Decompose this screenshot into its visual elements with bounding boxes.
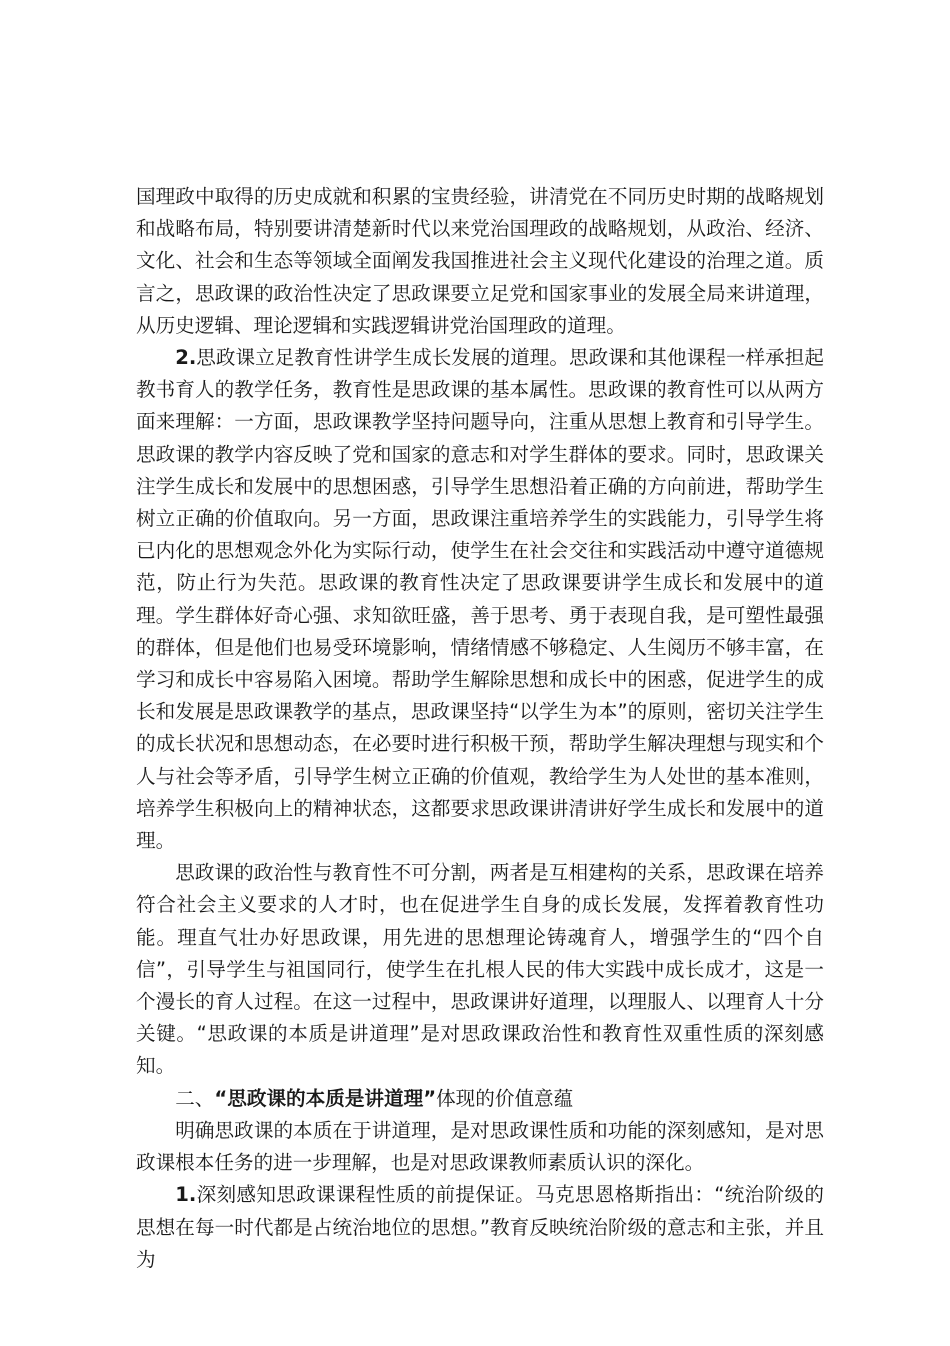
document-body [136,181,824,1276]
paragraph-summary: 思政课的政治性与教育性不可分割，两者是互相建构的关系，思政课在培养符合社会主义要求的人才时，也在促进学生自身的成长发展，发挥着教育性功能。理直气壮办好思政课，用先进的思想理论铸魂育人，增强学生的“四个自信”，引导学生与祖国同行，使学生在扎根人民的伟大实践中成长成才，这是一个漫长的育人过程。在这一过程中，思政课讲好道理，以理服人、以理育人十分关键。“思政课的本质是讲道理”是对思政课政治性和教育性双重性质的深刻感知。 [136,861,824,1078]
paragraph-section-2 [136,342,824,857]
heading-suffix: 体现的价值意蕴 [436,1086,574,1110]
section-number: 2. [175,346,197,370]
section-heading [136,1083,824,1115]
heading-quote: “思政课的本质是讲道理” [214,1086,437,1110]
section-number: 1. [175,1183,197,1207]
paragraph-continuation: 国理政中取得的历史成就和积累的宝贵经验，讲清党在不同历史时期的战略规划和战略布局，特别要讲清楚新时代以来党治国理政的战略规划，从政治、经济、文化、社会和生态等领域全面阐发我国推进社会主义现代化建设的治理之道。质言之，思政课的政治性决定了思政课要立足党和国家事业的发展全局来讲道理，从历史逻辑、理论逻辑和实践逻辑讲党治国理政的道理。 [136,185,824,337]
paragraph-text: 深刻感知思政课课程性质的前提保证。马克思恩格斯指出：“统治阶级的思想在每一时代都是占统治地位的思想。”教育反映统治阶级的意志和主张，并且为 [136,1183,824,1271]
paragraph-text: 思政课立足教育性讲学生成长发展的道理。思政课和其他课程一样承担起教书育人的教学任务，教育性是思政课的基本属性。思政课的教育性可以从两方面来理解：一方面，思政课教学坚持问题导向，注重从思想上教育和引导学生。思政课的教学内容反映了党和国家的意志和对学生群体的要求。同时，思政课关注学生成长和发展中的思想困惑，引导学生思想沿着正确的方向前进，帮助学生树立正确的价值取向。另一方面，思政课注重培养学生的实践能力，引导学生将已内化的思想观念外化为实际行动，使学生在社会交往和实践活动中遵守道德规范，防止行为失范。思政课的教育性决定了思政课要讲学生成长和发展中的道理。学生群体好奇心强、求知欲旺盛，善于思考、勇于表现自我，是可塑性最强的群体，但是他们也易受环境影响，情绪情感不够稳定、人生阅历不够丰富，在学习和成长中容易陷入困境。帮助学生解除思想和成长中的困惑，促进学生的成长和发展是思政课教学的基点，思政课坚持“以学生为本”的原则，密切关注学生的成长状况和思想动态，在必要时进行积极干预，帮助学生解决理想与现实和个人与社会等矛盾，引导学生树立正确的价值观，教给学生为人处世的基本准则，培养学生积极向上的精神状态，这都要求思政课讲清讲好学生成长和发展中的道理。 [136,346,824,853]
paragraph-section-1 [136,1179,824,1276]
paragraph-intro: 明确思政课的本质在于讲道理，是对思政课性质和功能的深刻感知，是对思政课根本任务的进一步理解，也是对思政课教师素质认识的深化。 [136,1118,824,1175]
heading-prefix: 二、 [175,1086,215,1110]
